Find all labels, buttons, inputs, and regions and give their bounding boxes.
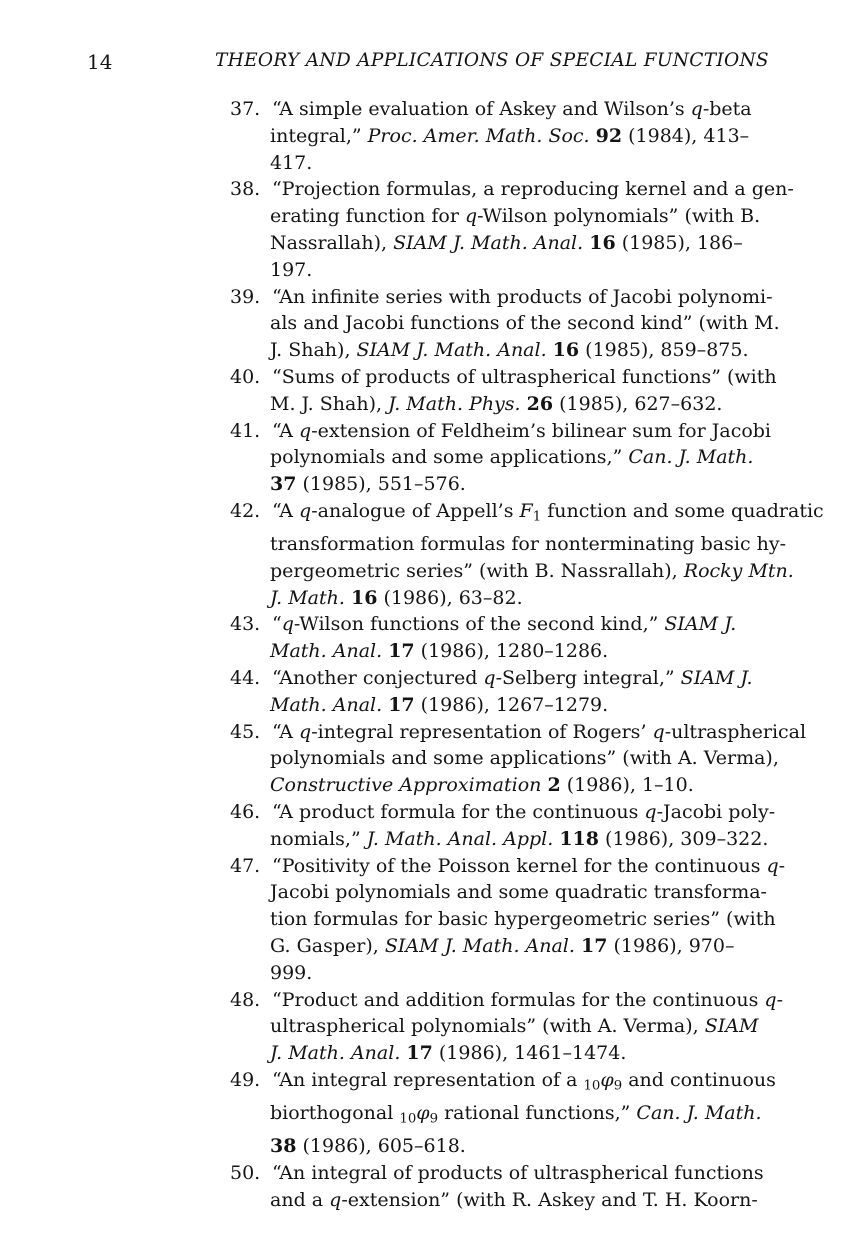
reference-number: 41. [230,419,261,442]
reference-number: 50. [230,1162,261,1185]
reference-number: 47. [230,854,261,877]
reference-number: 37. [230,98,261,120]
reference-line: “A q-integral representation of Rogers’ q-ultraspherical [272,720,807,743]
reference-number: 39. [230,285,261,308]
reference-item [0,1067,856,1160]
reference-item [0,987,856,1067]
reference-line: “A product formula for the continuous q-Jacobi poly- [272,801,776,824]
reference-line: pergeometric series” (with B. Nassrallah), Rocky Mtn. [270,559,794,582]
reference-line: als and Jacobi functions of the second kind” (with M. [270,312,780,335]
reference-item [0,418,856,498]
reference-number: 43. [230,613,261,636]
reference-line: nomials,” J. Math. Anal. Appl. 118 (1986), 309–322. [270,827,769,850]
reference-number: 49. [230,1069,261,1091]
reference-line: 37 (1985), 551–576. [270,473,466,496]
reference-line: “An integral of products of ultraspherical functions [272,1162,764,1185]
reference-line: J. Math. Anal. 17 (1986), 1461–1474. [270,1042,627,1065]
reference-number: 46. [230,801,261,824]
page-number: 14 [87,50,113,74]
reference-number: 38. [230,178,261,201]
reference-line: “A q-extension of Feldheim’s bilinear sum for Jacobi [272,419,772,442]
reference-line: Math. Anal. 17 (1986), 1280–1286. [270,640,609,663]
reference-item [0,719,856,799]
reference-number: 45. [230,720,261,743]
reference-line: Constructive Approximation 2 (1986), 1–10. [270,774,694,797]
reference-item [0,96,856,176]
reference-item [0,284,856,364]
reference-line: ultraspherical polynomials” (with A. Verma), SIAM [270,1015,759,1038]
reference-line: tion formulas for basic hypergeometric series” (with [270,908,776,931]
reference-line: Math. Anal. 17 (1986), 1267–1279. [270,693,609,716]
reference-line: 417. [270,151,313,174]
reference-item [0,799,856,853]
page-header [0,50,856,80]
reference-line: “Another conjectured q-Selberg integral,” SIAM J. [272,667,753,690]
reference-number: 48. [230,988,261,1011]
reference-item [0,498,856,612]
reference-line: erating function for q-Wilson polynomials” (with B. [270,205,761,228]
reference-item [0,611,856,665]
reference-line: “q-Wilson functions of the second kind,” SIAM J. [272,613,737,636]
reference-line: Nassrallah), SIAM J. Math. Anal. 16 (1985), 186– [270,231,743,254]
reference-line: transformation formulas for nonterminating basic hy- [270,533,787,556]
reference-line: “Positivity of the Poisson kernel for the continuous q- [272,854,786,877]
reference-item [0,176,856,283]
reference-item [0,853,856,987]
reference-line: J. Shah), SIAM J. Math. Anal. 16 (1985), 859–875. [270,339,749,362]
running-title: THEORY AND APPLICATIONS OF SPECIAL FUNCTIONS [215,50,769,71]
reference-line: “Sums of products of ultraspherical functions” (with [272,365,777,388]
reference-line: polynomials and some applications,” Can. J. Math. [270,446,754,469]
reference-line: “Product and addition formulas for the continuous q- [272,988,783,1011]
reference-line: M. J. Shah), J. Math. Phys. 26 (1985), 627–632. [270,392,723,415]
reference-line: “A q-analogue of Appell’s $F_1$ function and some quadratic [272,499,824,525]
reference-line: “A simple evaluation of Askey and Wilson’s q-beta [272,98,752,120]
reference-line: “An infinite series with products of Jacobi polynomi- [272,285,773,308]
reference-number: 40. [230,365,261,388]
reference-line: polynomials and some applications” (with A. Verma), [270,747,779,770]
reference-line: J. Math. 16 (1986), 63–82. [270,586,523,609]
reference-line: integral,” Proc. Amer. Math. Soc. 92 (1984), 413– [270,124,750,147]
reference-line: and a q-extension” (with R. Askey and T. H. Koorn- [270,1188,758,1211]
reference-line: Jacobi polynomials and some quadratic transforma- [270,881,767,904]
reference-line: 38 (1986), 605–618. [270,1135,466,1158]
reference-line: “Projection formulas, a reproducing kernel and a gen- [272,178,794,201]
reference-item [0,665,856,719]
reference-line: biorthogonal $_{10}\varphi_9$ rational functions,” Can. J. Math. [270,1102,762,1127]
reference-item [0,1160,856,1214]
reference-number: 42. [230,499,261,522]
reference-number: 44. [230,667,261,690]
reference-line: G. Gasper), SIAM J. Math. Anal. 17 (1986), 970– [270,935,735,958]
reference-line: 999. [270,961,313,984]
reference-item [0,364,856,418]
reference-list [0,96,856,1214]
reference-line: 197. [270,258,313,281]
reference-line: “An integral representation of a $_{10}\varphi_9$ and continuous [272,1069,776,1094]
